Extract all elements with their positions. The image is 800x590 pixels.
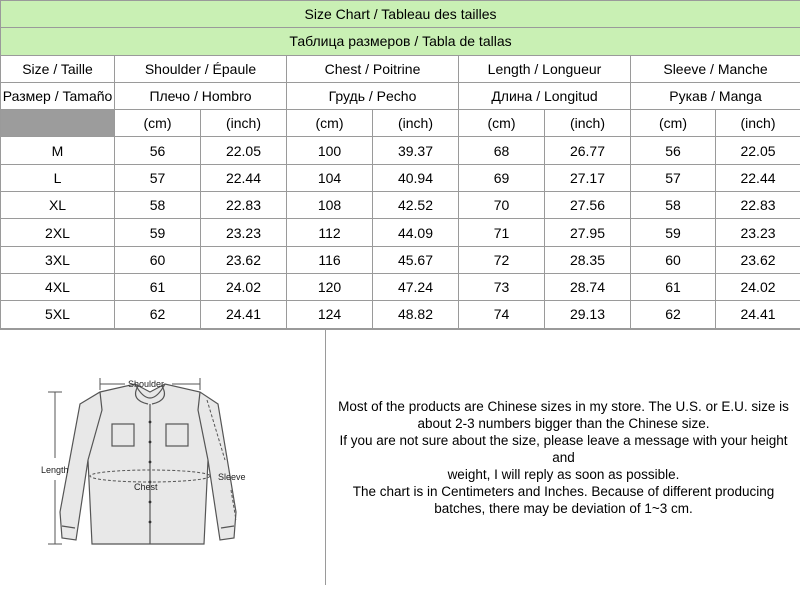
unit-cell: (cm) bbox=[115, 110, 201, 137]
unit-cell: (cm) bbox=[459, 110, 545, 137]
value-cell: 56 bbox=[115, 137, 201, 164]
table-row bbox=[1, 273, 800, 300]
table-row bbox=[1, 219, 800, 246]
table-row bbox=[1, 301, 800, 328]
sleeve-header: Sleeve / Manche bbox=[631, 55, 800, 82]
value-cell: 100 bbox=[287, 137, 373, 164]
value-cell: 28.74 bbox=[545, 273, 631, 300]
value-cell: 24.41 bbox=[201, 301, 287, 328]
value-cell: 26.77 bbox=[545, 137, 631, 164]
size-cell: L bbox=[1, 164, 115, 191]
header-row-2 bbox=[1, 82, 800, 109]
length-header: Length / Longueur bbox=[459, 55, 631, 82]
value-cell: 24.02 bbox=[716, 273, 800, 300]
length-header-alt: Длина / Longitud bbox=[459, 82, 631, 109]
value-cell: 112 bbox=[287, 219, 373, 246]
note-line: Most of the products are Chinese sizes in my store. The U.S. or E.U. size is bbox=[331, 398, 796, 415]
unit-cell: (cm) bbox=[287, 110, 373, 137]
table-row bbox=[1, 164, 800, 191]
value-cell: 59 bbox=[115, 219, 201, 246]
value-cell: 23.23 bbox=[201, 219, 287, 246]
chest-label: Chest bbox=[134, 482, 158, 492]
value-cell: 42.52 bbox=[373, 192, 459, 219]
value-cell: 60 bbox=[631, 246, 716, 273]
sleeve-header-alt: Рукав / Manga bbox=[631, 82, 800, 109]
unit-cell: (inch) bbox=[373, 110, 459, 137]
value-cell: 23.23 bbox=[716, 219, 800, 246]
table-row bbox=[1, 192, 800, 219]
size-cell: 5XL bbox=[1, 301, 115, 328]
value-cell: 22.83 bbox=[201, 192, 287, 219]
value-cell: 59 bbox=[631, 219, 716, 246]
value-cell: 47.24 bbox=[373, 273, 459, 300]
sleeve-label: Sleeve bbox=[218, 472, 246, 482]
value-cell: 40.94 bbox=[373, 164, 459, 191]
value-cell: 22.44 bbox=[716, 164, 800, 191]
value-cell: 69 bbox=[459, 164, 545, 191]
value-cell: 74 bbox=[459, 301, 545, 328]
value-cell: 60 bbox=[115, 246, 201, 273]
shoulder-header: Shoulder / Épaule bbox=[115, 55, 287, 82]
size-cell: 4XL bbox=[1, 273, 115, 300]
value-cell: 28.35 bbox=[545, 246, 631, 273]
value-cell: 22.05 bbox=[716, 137, 800, 164]
unit-cell: (inch) bbox=[716, 110, 800, 137]
size-header: Size / Taille bbox=[1, 55, 115, 82]
value-cell: 58 bbox=[115, 192, 201, 219]
value-cell: 39.37 bbox=[373, 137, 459, 164]
value-cell: 27.56 bbox=[545, 192, 631, 219]
table-row bbox=[1, 246, 800, 273]
unit-cell: (inch) bbox=[201, 110, 287, 137]
value-cell: 70 bbox=[459, 192, 545, 219]
value-cell: 61 bbox=[115, 273, 201, 300]
table-row bbox=[1, 137, 800, 164]
unit-cell: (cm) bbox=[631, 110, 716, 137]
bottom-section bbox=[0, 329, 800, 585]
value-cell: 56 bbox=[631, 137, 716, 164]
size-cell: 3XL bbox=[1, 246, 115, 273]
value-cell: 124 bbox=[287, 301, 373, 328]
value-cell: 71 bbox=[459, 219, 545, 246]
chart-title-line2: Таблица размеров / Tabla de tallas bbox=[1, 28, 800, 55]
size-cell: XL bbox=[1, 192, 115, 219]
value-cell: 22.05 bbox=[201, 137, 287, 164]
value-cell: 45.67 bbox=[373, 246, 459, 273]
value-cell: 73 bbox=[459, 273, 545, 300]
note-line: If you are not sure about the size, please leave a message with your height and bbox=[331, 432, 796, 466]
note-line: batches, there may be deviation of 1~3 cm. bbox=[331, 500, 796, 517]
value-cell: 23.62 bbox=[716, 246, 800, 273]
note-line: The chart is in Centimeters and Inches. Because of different producing bbox=[331, 483, 796, 500]
value-cell: 62 bbox=[631, 301, 716, 328]
note-line: about 2-3 numbers bigger than the Chinese size. bbox=[331, 415, 796, 432]
size-note-text bbox=[327, 398, 800, 517]
value-cell: 44.09 bbox=[373, 219, 459, 246]
chart-title-line1: Size Chart / Tableau des tailles bbox=[1, 1, 800, 28]
size-cell: M bbox=[1, 137, 115, 164]
units-corner-cell bbox=[1, 110, 115, 137]
value-cell: 62 bbox=[115, 301, 201, 328]
value-cell: 72 bbox=[459, 246, 545, 273]
note-line: weight, I will reply as soon as possible. bbox=[331, 466, 796, 483]
value-cell: 108 bbox=[287, 192, 373, 219]
value-cell: 27.95 bbox=[545, 219, 631, 246]
value-cell: 68 bbox=[459, 137, 545, 164]
shirt-measure-illustration bbox=[0, 330, 325, 585]
chest-header: Chest / Poitrine bbox=[287, 55, 459, 82]
units-row bbox=[1, 110, 800, 137]
value-cell: 29.13 bbox=[545, 301, 631, 328]
shoulder-label: Shoulder bbox=[128, 379, 164, 389]
value-cell: 120 bbox=[287, 273, 373, 300]
value-cell: 23.62 bbox=[201, 246, 287, 273]
value-cell: 24.41 bbox=[716, 301, 800, 328]
value-cell: 61 bbox=[631, 273, 716, 300]
value-cell: 24.02 bbox=[201, 273, 287, 300]
size-note bbox=[327, 330, 800, 585]
value-cell: 116 bbox=[287, 246, 373, 273]
value-cell: 57 bbox=[631, 164, 716, 191]
shoulder-header-alt: Плечо / Hombro bbox=[115, 82, 287, 109]
length-label: Length bbox=[41, 465, 69, 475]
value-cell: 22.44 bbox=[201, 164, 287, 191]
unit-cell: (inch) bbox=[545, 110, 631, 137]
size-cell: 2XL bbox=[1, 219, 115, 246]
chest-header-alt: Грудь / Pecho bbox=[287, 82, 459, 109]
shirt-diagram bbox=[0, 330, 326, 585]
value-cell: 104 bbox=[287, 164, 373, 191]
value-cell: 48.82 bbox=[373, 301, 459, 328]
size-header-alt: Размер / Tamaño bbox=[1, 82, 115, 109]
value-cell: 22.83 bbox=[716, 192, 800, 219]
value-cell: 58 bbox=[631, 192, 716, 219]
header-row-1 bbox=[1, 55, 800, 82]
value-cell: 57 bbox=[115, 164, 201, 191]
value-cell: 27.17 bbox=[545, 164, 631, 191]
